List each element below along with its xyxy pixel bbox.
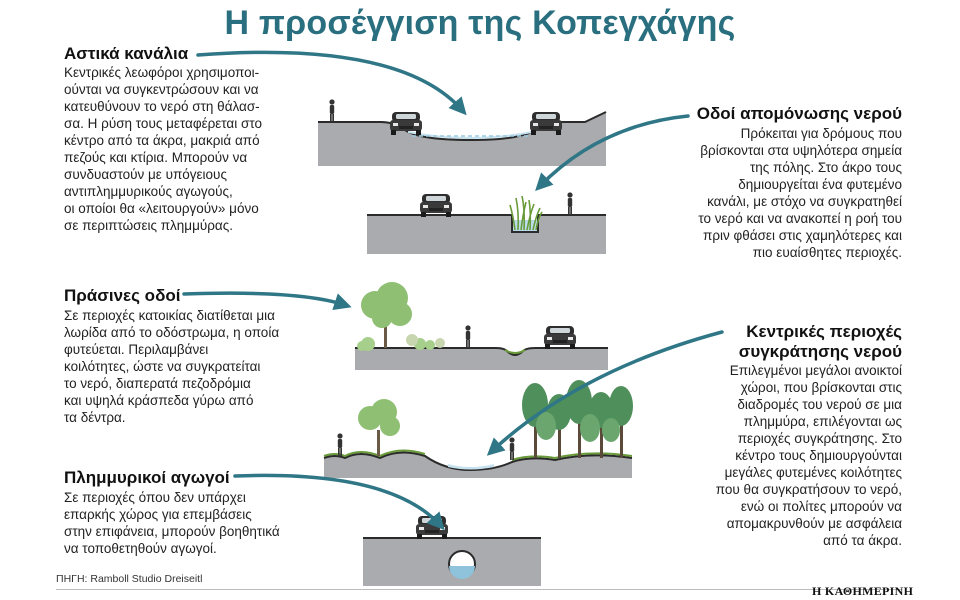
pedestrian-icon (567, 192, 572, 215)
text-line: πεζούς και κτίρια. Μπορούν να (64, 150, 248, 165)
text-line: συνδυαστούν με υπόγειους (64, 167, 227, 182)
pedestrian-icon (329, 99, 334, 122)
text-line: Επιλεγμένοι μεγάλοι ανοικτοί (729, 363, 902, 378)
text-line: στην επιφάνεια, μπορούν βοηθητικά (64, 524, 280, 539)
text-line: μεγάλες φυτεμένες κοιλότητες (724, 465, 902, 480)
text-line: αντιπλημμυρικούς αγωγούς, (64, 184, 233, 199)
text-line: κέντρο τους δημιουργούνται (735, 448, 902, 463)
text-line: κέντρο από τα άκρα, μακριά από (64, 133, 260, 148)
text-line: επαρκής χώρος για επεμβάσεις (64, 507, 252, 522)
arrow-green-roads (184, 293, 345, 305)
text-line: χώροι, που βρίσκονται στις (740, 380, 902, 395)
text-line: ούνται να συγκεντρώσουν και να (64, 82, 259, 97)
text-line: ενώ οι πολίτες μπορούν να (740, 499, 902, 514)
car-icon (420, 194, 452, 217)
culvert-scene (363, 516, 541, 586)
text-line: οι οποίοι θα «λειτουργούν» μόνο (64, 201, 259, 216)
text-line: το νερό και να ανακοπεί η ροή του (698, 211, 902, 226)
source-credit: ΠΗΓΗ: Ramboll Studio Dreiseitl (56, 573, 203, 585)
page-title: Η προσέγγιση της Κοπεγχάγης (224, 4, 736, 42)
text-line: απομακρυνθούν με ασφάλεια (726, 516, 902, 531)
text-line: Κεντρικές λεωφόροι χρησιμοποι- (64, 65, 260, 80)
arrow-culverts (235, 475, 440, 525)
canals-title: Αστικά κανάλια (64, 44, 189, 63)
pedestrian-icon (509, 437, 514, 460)
text-line: λωρίδα από το οδόστρωμα, η οποία (64, 325, 280, 340)
green-road-scene (355, 282, 608, 370)
text-line: πλημμύρα, επιλέγονται ως (743, 414, 902, 429)
text-line: το νερό, διαπερατά πεζοδρόμια (64, 376, 251, 391)
text-line: Πρόκειται για δρόμους που (740, 126, 902, 141)
text-line: πριν φθάσει στις χαμηλότερες και (703, 228, 902, 243)
text-line: που θα συγκρατήσουν το νερό, (715, 482, 902, 497)
retention-roads-title: Οδοί απομόνωσης νερού (696, 104, 902, 123)
text-line: κατευθύνουν το νερό στη θάλασ- (64, 99, 260, 114)
green-roads-title: Πράσινες οδοί (64, 286, 181, 305)
title-line: συγκράτησης νερού (738, 342, 902, 361)
car-icon (544, 326, 576, 349)
text-line: δημιουργείται ένα φυτεμένο (738, 177, 902, 192)
pedestrian-icon (465, 325, 470, 348)
text-line: τα δέντρα. (64, 410, 126, 425)
text-line: πιο ευαίσθητες περιοχές. (752, 245, 902, 260)
text-line: βρίσκονται στα υψηλότερα σημεία (700, 143, 902, 158)
text-line: Σε περιοχές κατοικίας διατίθεται μια (64, 308, 275, 323)
text-line: σα. Η ρύση τους μεταφέρεται στο (64, 116, 262, 131)
text-line: της πόλης. Στο άκρο τους (749, 160, 902, 175)
text-line: περιοχές συγκράτησης. Στο (737, 431, 902, 446)
text-line: φυτεύεται. Περιλαμβάνει (64, 342, 209, 357)
text-line: σε περιπτώσεις πλημμύρας. (64, 218, 233, 233)
text-line: να τοποθετηθούν αγωγοί. (64, 541, 217, 556)
culverts-title: Πλημμυρικοί αγωγοί (64, 468, 230, 487)
title-line: Κεντρικές περιοχές (746, 322, 902, 341)
publisher-logo: Η ΚΑΘΗΜΕΡΙΝΗ (812, 584, 914, 598)
text-line: από τα άκρα. (823, 533, 902, 548)
pointer-arrows (184, 52, 722, 525)
text-line: διαδρομές του νερού σε μια (737, 397, 902, 412)
central-area-scene (324, 380, 633, 478)
text-line: κανάλι, με στόχο να συγκρατηθεί (707, 194, 902, 209)
text-line: Σε περιοχές όπου δεν υπάρχει (64, 490, 246, 505)
text-line: κοιλότητες, ώστε να συγκρατείται (64, 359, 261, 374)
text-line: και υψηλά κράσπεδα γύρω από (64, 393, 254, 408)
retention-road-scene (367, 192, 606, 254)
pedestrian-icon (337, 433, 342, 456)
